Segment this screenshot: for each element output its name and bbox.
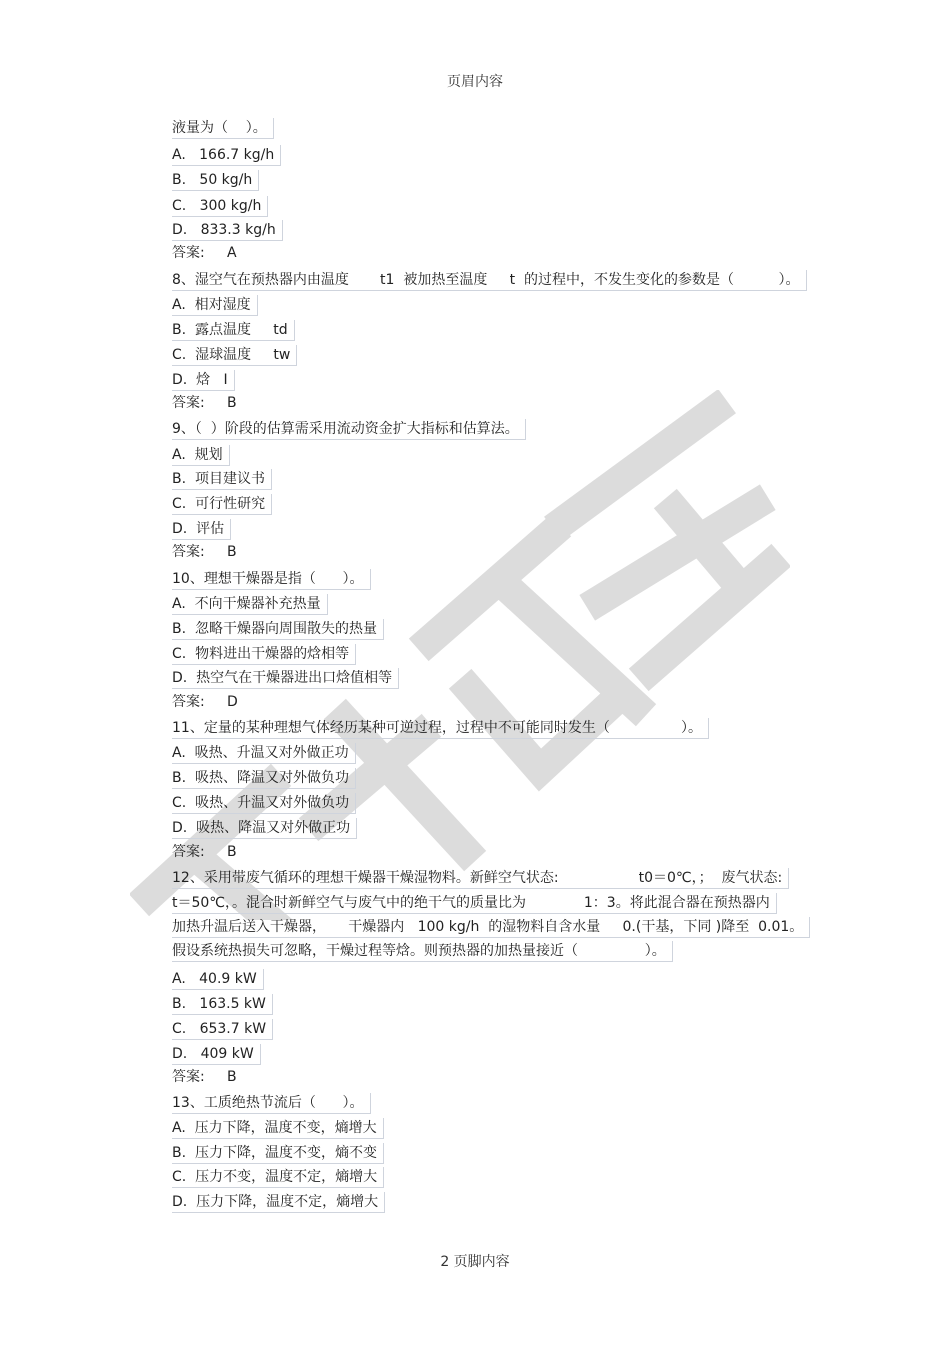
question-9: 9、（ ）阶段的估算需采用流动资金扩大指标和估算法。 bbox=[172, 419, 526, 440]
option-b: B. 露点温度 td bbox=[172, 320, 295, 341]
option-c: C. 吸热、升温又对外做负功 bbox=[172, 793, 356, 814]
option-b: B. 忽略干燥器向周围散失的热量 bbox=[172, 619, 384, 640]
option-b: B. 163.5 kW bbox=[172, 994, 273, 1015]
question-13: 13、工质绝热节流后（ ）。 bbox=[172, 1093, 371, 1114]
option-d: D. 409 kW bbox=[172, 1044, 261, 1065]
option-c: C. 300 kg/h bbox=[172, 196, 268, 217]
answer-line: 答案: B bbox=[172, 395, 237, 411]
page-header: 页眉内容 bbox=[447, 74, 503, 90]
question-12-line-1: 12、采用带废气循环的理想干燥器干燥湿物料。新鲜空气状态: t0＝0℃，； 废气状态: bbox=[172, 868, 789, 889]
option-c: C. 可行性研究 bbox=[172, 494, 272, 515]
option-c: C. 压力不变，温度不定，熵增大 bbox=[172, 1167, 384, 1188]
option-a: A. 不向干燥器补充热量 bbox=[172, 594, 328, 615]
option-a: A. 40.9 kW bbox=[172, 969, 264, 990]
question-10: 10、理想干燥器是指（ ）。 bbox=[172, 569, 371, 590]
option-d: D. 评估 bbox=[172, 519, 231, 540]
option-b: B. 吸热、降温又对外做负功 bbox=[172, 768, 356, 789]
option-a: A. 吸热、升温又对外做正功 bbox=[172, 743, 356, 764]
option-a: A. 相对湿度 bbox=[172, 295, 258, 316]
option-c: C. 湿球温度 tw bbox=[172, 345, 297, 366]
option-a: A. 压力下降，温度不变，熵增大 bbox=[172, 1118, 384, 1139]
question-11: 11、定量的某种理想气体经历某种可逆过程，过程中不可能同时发生（ ）。 bbox=[172, 718, 709, 739]
option-d: D. 压力下降，温度不定，熵增大 bbox=[172, 1192, 385, 1213]
option-d: D. 热空气在干燥器进出口焓值相等 bbox=[172, 668, 399, 689]
question-12-line-3: 加热升温后送入干燥器， 干燥器内 100 kg/h 的湿物料自含水量 0.(干基，下同 )降至 0.01。 bbox=[172, 917, 810, 938]
question-7-text-end: 液量为（ ）。 bbox=[172, 118, 274, 139]
option-b: B. 50 kg/h bbox=[172, 170, 259, 191]
question-12-line-4: 假设系统热损失可忽略，干燥过程等焓。则预热器的加热量接近（ ）。 bbox=[172, 941, 673, 962]
option-d: D. 焓 I bbox=[172, 370, 235, 391]
question-8: 8、湿空气在预热器内由温度 t1 被加热至温度 t 的过程中，不发生变化的参数是（ ）。 bbox=[172, 270, 807, 291]
option-a: A. 规划 bbox=[172, 445, 230, 466]
option-c: C. 653.7 kW bbox=[172, 1019, 273, 1040]
option-a: A. 166.7 kg/h bbox=[172, 145, 281, 166]
option-b: B. 压力下降，温度不变，熵不变 bbox=[172, 1143, 384, 1164]
page-footer: 2 页脚内容 bbox=[440, 1254, 510, 1270]
option-c: C. 物料进出干燥器的焓相等 bbox=[172, 644, 356, 665]
answer-line: 答案: A bbox=[172, 245, 237, 261]
answer-line: 答案: D bbox=[172, 694, 238, 710]
option-b: B. 项目建议书 bbox=[172, 469, 272, 490]
option-d: D. 833.3 kg/h bbox=[172, 220, 283, 241]
option-d: D. 吸热、降温又对外做正功 bbox=[172, 818, 357, 839]
answer-line: 答案: B bbox=[172, 1069, 237, 1085]
question-12-line-2: t＝50℃，。混合时新鲜空气与废气中的绝干气的质量比为 1：3。将此混合器在预热器内 bbox=[172, 893, 777, 914]
answer-line: 答案: B bbox=[172, 844, 237, 860]
answer-line: 答案: B bbox=[172, 544, 237, 560]
